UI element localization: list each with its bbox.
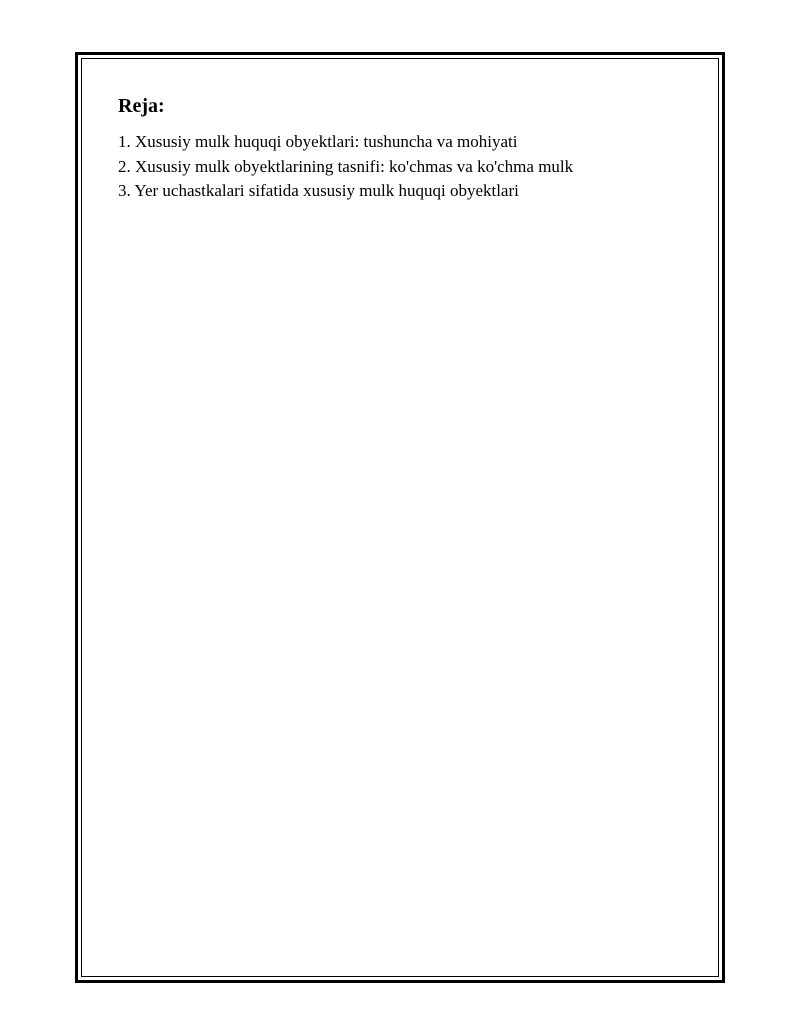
plan-item-3: 3. Yer uchastkalari sifatida xususiy mulk huquqi obyektlari <box>118 181 519 200</box>
plan-heading: Reja: <box>118 95 165 117</box>
page-content <box>118 92 678 204</box>
plan-item-1: 1. Xususiy mulk huquqi obyektlari: tushuncha va mohiyati <box>118 132 518 151</box>
plan-item-2: 2. Xususiy mulk obyektlarining tasnifi: ko'chmas va ko'chma mulk <box>118 156 574 176</box>
plan-list <box>118 130 678 204</box>
